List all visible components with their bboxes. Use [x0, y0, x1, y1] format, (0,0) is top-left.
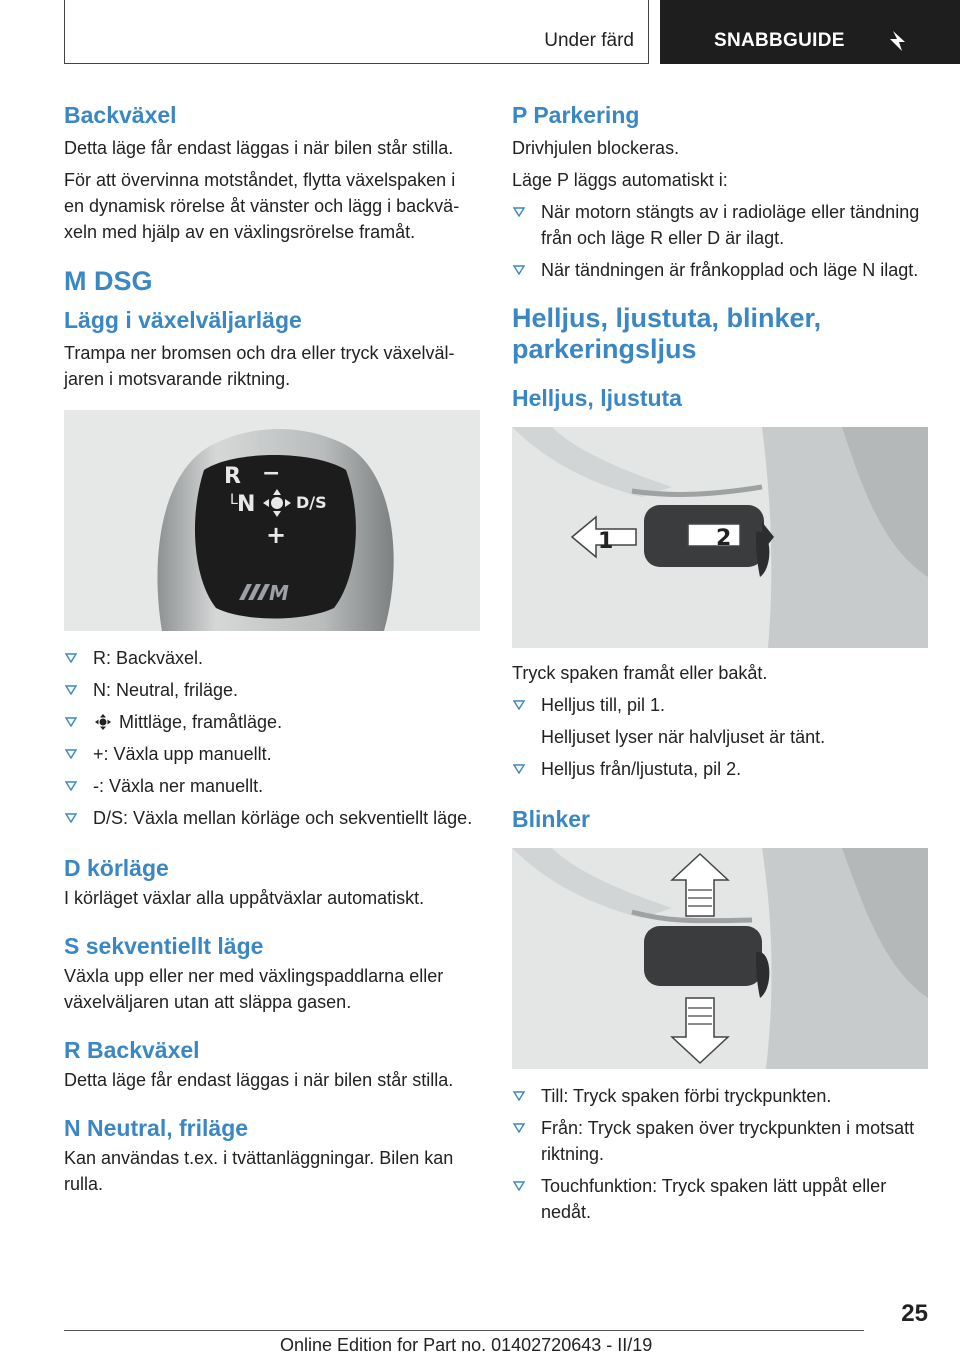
paragraph: Läge P läggs automatiskt i: — [512, 170, 728, 190]
paragraph: Kan användas t.ex. i tvättanläggningar. Bilen kan rulla. — [64, 1148, 454, 1194]
list-item: Helljus till, pil 1. — [512, 692, 928, 718]
triangle-bullet-icon — [65, 685, 77, 695]
section-heading-backvaxel: Backväxel — [64, 102, 177, 128]
gear-ds-label: D/S — [296, 493, 327, 512]
center-position-icon — [93, 714, 113, 730]
triangle-bullet-icon — [65, 813, 77, 823]
section-heading-lagg: Lägg i växelväljarläge — [64, 307, 302, 333]
gear-selector-image — [64, 410, 480, 631]
triangle-bullet-icon — [513, 265, 525, 275]
section-heading-helljus: Helljus, ljustuta — [512, 385, 682, 411]
quick-guide-tab-label: SNABBGUIDE — [714, 30, 845, 51]
gear-positions-list — [64, 645, 480, 831]
triangle-bullet-icon — [513, 1091, 525, 1101]
gear-plus-label: + — [266, 521, 287, 549]
paragraph: Detta läge får endast läggas i när bilen står stilla. — [64, 1070, 454, 1090]
list-item: När tändningen är frånkopplad och läge N ilagt. — [512, 257, 928, 283]
chapter-heading-helljus: Helljus, ljustuta, blinker, parkeringsljus — [512, 303, 822, 364]
triangle-bullet-icon — [65, 781, 77, 791]
list-item: R: Backväxel. — [64, 645, 480, 671]
right-column — [512, 100, 928, 1225]
section-heading-n: N Neutral, friläge — [64, 1115, 249, 1141]
page-number: 25 — [901, 1300, 928, 1327]
footer-divider — [64, 1330, 864, 1331]
list-item: Från: Tryck spaken över tryckpunkten i motsatt riktning. — [512, 1115, 928, 1167]
arrow-1-label: 1 — [598, 529, 614, 554]
triangle-bullet-icon — [513, 207, 525, 217]
gear-l-label: L — [230, 492, 238, 508]
list-item: När motorn stängts av i radioläge eller tändning från och läge R eller D är ilagt. — [512, 199, 928, 251]
lightning-icon — [886, 29, 908, 53]
m-logo-letter: M — [269, 581, 289, 605]
section-heading-d: D körläge — [64, 855, 169, 881]
triangle-bullet-icon — [65, 749, 77, 759]
triangle-bullet-icon — [513, 1123, 525, 1133]
triangle-bullet-icon — [65, 717, 77, 727]
parking-list — [512, 199, 928, 283]
paragraph: Tryck spaken framåt eller bakåt. — [512, 663, 768, 683]
section-heading-s: S sekventiellt läge — [64, 933, 264, 959]
note-text: Helljuset lyser när halvljuset är tänt. — [541, 727, 826, 747]
list-item: Helljus från/ljustuta, pil 2. — [512, 756, 928, 782]
turn-signal-list — [512, 1083, 928, 1225]
list-item: D/S: Växla mellan körläge och sekventiellt läge. — [64, 805, 480, 831]
list-item: +: Växla upp manuellt. — [64, 741, 480, 767]
paragraph: Drivhjulen blockeras. — [512, 138, 680, 158]
section-heading-r: R Backväxel — [64, 1037, 200, 1063]
paragraph: Växla upp eller ner med växlingspaddlarna eller växelväljaren utan att släppa gasen. — [64, 966, 444, 1012]
header-section-box — [64, 0, 649, 64]
paragraph: För att övervinna motståndet, flytta växelspaken i en dynamisk rörelse åt vänster och lägg i backväxeln med hjälp av en växlingsrörelse framåt. — [64, 170, 460, 242]
gear-r-label: R — [224, 464, 241, 489]
list-item: Till: Tryck spaken förbi tryckpunkten. — [512, 1083, 928, 1109]
gear-n-label: N — [237, 492, 256, 517]
left-column — [64, 100, 480, 1197]
section-title: Under färd — [544, 30, 634, 51]
edition-line: Online Edition for Part no. 01402720643 - II/19 — [280, 1335, 653, 1355]
list-item: N: Neutral, friläge. — [64, 677, 480, 703]
high-beam-list-2 — [512, 756, 928, 782]
chapter-heading-mdsg: M DSG — [64, 266, 153, 296]
triangle-bullet-icon — [513, 1181, 525, 1191]
list-item: -: Växla ner manuellt. — [64, 773, 480, 799]
triangle-bullet-icon — [513, 764, 525, 774]
section-heading-blinker: Blinker — [512, 806, 590, 832]
high-beam-stalk-image — [512, 427, 928, 648]
triangle-bullet-icon — [513, 700, 525, 710]
turn-signal-stalk-image — [512, 848, 928, 1069]
list-item: Mittläge, framåtläge. — [64, 709, 480, 735]
triangle-bullet-icon — [65, 653, 77, 663]
high-beam-list — [512, 692, 928, 718]
arrow-2-label: 2 — [716, 526, 732, 551]
paragraph: I körläget växlar alla uppåtväxlar automatiskt. — [64, 888, 425, 908]
paragraph: Detta läge får endast läggas i när bilen står stilla. — [64, 138, 454, 158]
quick-guide-tab[interactable] — [660, 0, 960, 64]
list-item: Touchfunktion: Tryck spaken lätt uppåt eller nedåt. — [512, 1173, 928, 1225]
paragraph: Trampa ner bromsen och dra eller tryck växelväljaren i motsvarande riktning. — [64, 343, 455, 389]
section-heading-parkering: P Parkering — [512, 102, 640, 128]
gear-minus-label: − — [262, 461, 281, 486]
